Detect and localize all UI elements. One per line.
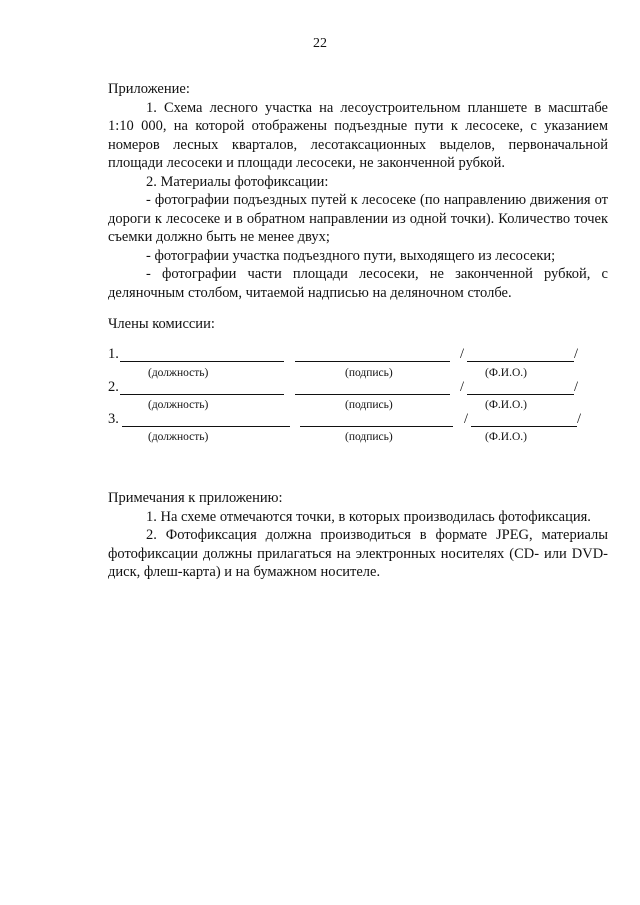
notes-heading: Примечания к приложению: bbox=[108, 490, 283, 506]
note-2: 2. Фотофиксация должна производиться в формате JPEG, материалы фотофиксации должны прилагаться на электронных носителях (CD- или DVD-диск, флеш-карта) и на бумажном носителе. bbox=[108, 527, 608, 580]
caption-signature: (подпись) bbox=[345, 431, 393, 443]
position-line bbox=[120, 361, 284, 362]
name-line bbox=[471, 426, 577, 427]
appendix-bullet-1: - фотографии подъездных путей к лесосеке (по направлению движения от дороги к лесосеке и в обратном направлении из одной точки). Количество точек съемки должно быть не менее двух; bbox=[108, 192, 608, 245]
caption-name: (Ф.И.О.) bbox=[485, 399, 527, 411]
slash-close: / bbox=[574, 379, 579, 395]
caption-signature: (подпись) bbox=[345, 399, 393, 411]
appendix-heading: Приложение: bbox=[108, 81, 190, 97]
page-number: 22 bbox=[313, 36, 327, 51]
caption-name: (Ф.И.О.) bbox=[485, 431, 527, 443]
commission-row-3 bbox=[108, 411, 608, 429]
caption-signature: (подпись) bbox=[345, 367, 393, 379]
appendix-item-2: 2. Материалы фотофиксации: bbox=[146, 173, 329, 190]
name-line bbox=[467, 361, 574, 362]
appendix-bullet-3: - фотографии части площади лесосеки, не законченной рубкой, с деляночным столбом, читаемой надписью на деляночном столбе. bbox=[108, 266, 608, 301]
caption-position: (должность) bbox=[148, 367, 209, 379]
slash-open: / bbox=[460, 346, 465, 362]
notes-section bbox=[108, 489, 608, 582]
slash-close: / bbox=[574, 346, 579, 362]
slash-open: / bbox=[464, 411, 469, 427]
appendix-section bbox=[108, 80, 608, 302]
row-number: 2. bbox=[108, 379, 119, 395]
slash-close: / bbox=[577, 411, 582, 427]
name-line bbox=[467, 394, 574, 395]
signature-line bbox=[295, 361, 450, 362]
signature-line bbox=[295, 394, 450, 395]
commission-heading: Члены комиссии: bbox=[108, 316, 215, 332]
caption-position: (должность) bbox=[148, 431, 209, 443]
signature-line bbox=[300, 426, 453, 427]
caption-position: (должность) bbox=[148, 399, 209, 411]
row-number: 1. bbox=[108, 346, 119, 362]
captions-row-3 bbox=[108, 431, 608, 445]
row-number: 3. bbox=[108, 411, 119, 427]
commission-row-1 bbox=[108, 346, 608, 364]
position-line bbox=[122, 426, 290, 427]
position-line bbox=[120, 394, 284, 395]
appendix-item-1: 1. Схема лесного участка на лесоустроительном планшете в масштабе 1:10 000, на которой отображены подъездные пути к лесосеке, с указанием номеров лесных кварталов, лесотаксационных выделов, первоначальной площади лесосеки и площади лесосеки, не законченной рубкой. bbox=[108, 99, 608, 171]
note-1: 1. На схеме отмечаются точки, в которых производилась фотофиксация. bbox=[146, 508, 591, 525]
commission-row-2 bbox=[108, 379, 608, 397]
appendix-bullet-2: - фотографии участка подъездного пути, выходящего из лесосеки; bbox=[146, 247, 556, 264]
slash-open: / bbox=[460, 379, 465, 395]
caption-name: (Ф.И.О.) bbox=[485, 367, 527, 379]
